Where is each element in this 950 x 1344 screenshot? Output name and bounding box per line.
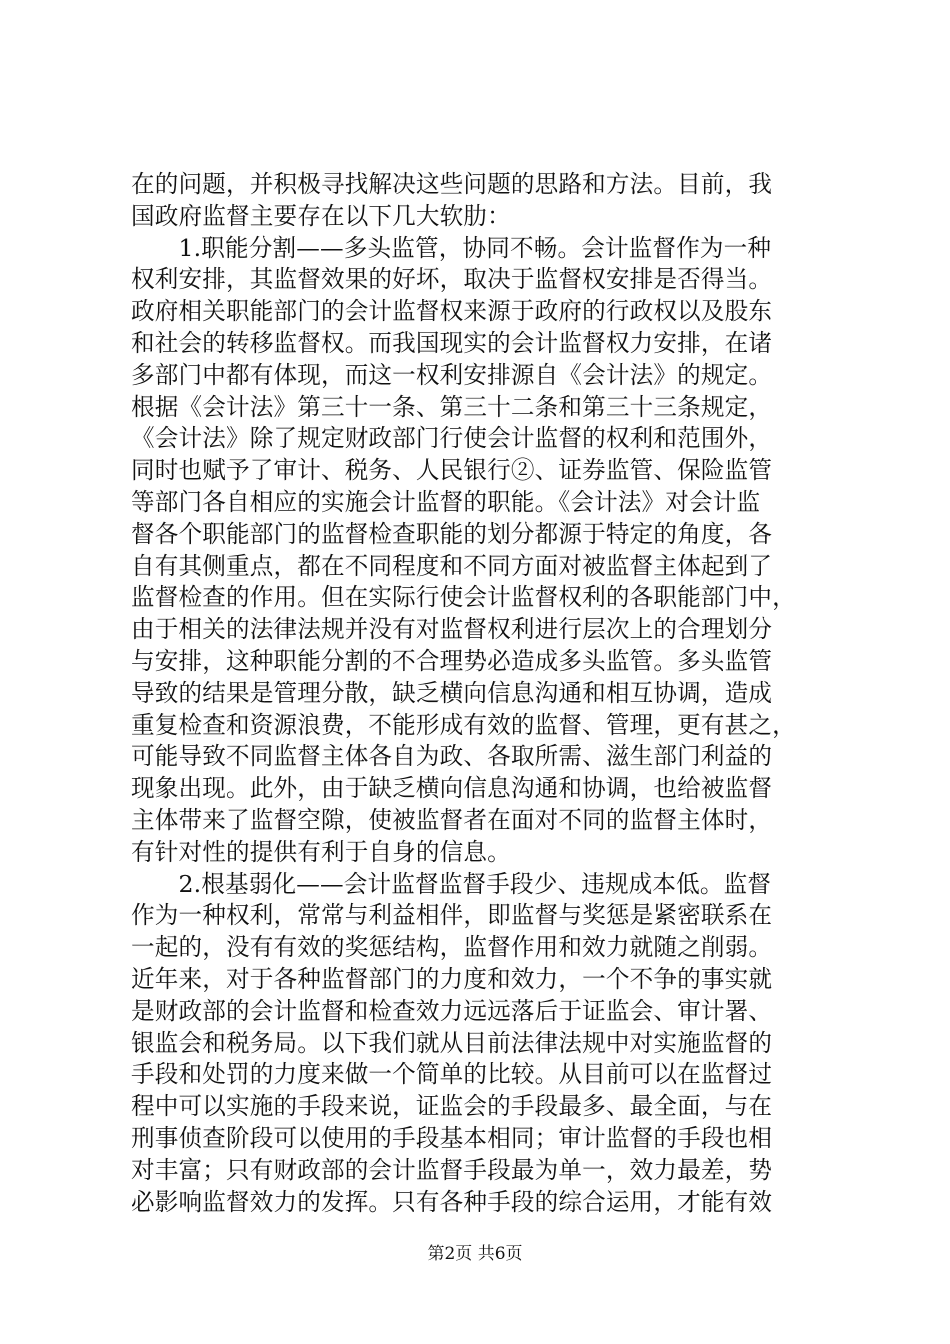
text-line: 同时也赋予了审计、税务、人民银行②、证券监管、保险监管: [131, 456, 773, 485]
text-line: 国政府监督主要存在以下几大软肋：: [131, 201, 511, 230]
text-line: 监督检查的作用。但在实际行使会计监督权利的各职能部门中，: [131, 583, 796, 612]
text-line: 在的问题，并积极寻找解决这些问题的思路和方法。目前，我: [131, 170, 773, 198]
text-line: 程中可以实施的手段来说，证监会的手段最多、最全面，与在: [131, 1092, 773, 1121]
text-line: 多部门中都有体现，而这一权利安排源自《会计法》的规定。: [131, 360, 773, 389]
text-line: 2.根基弱化——会计监督监督手段少、违规成本低。监督: [131, 869, 772, 898]
text-line: 主体带来了监督空隙，使被监督者在面对不同的监督主体时，: [131, 805, 773, 834]
text-line: 一起的，没有有效的奖惩结构，监督作用和效力就随之削弱。: [131, 933, 773, 962]
text-line: 督各个职能部门的监督检查职能的划分都源于特定的角度，各: [131, 519, 773, 548]
page-footer: [0, 1242, 950, 1266]
text-line: 政府相关职能部门的会计监督权来源于政府的行政权以及股东: [131, 297, 773, 326]
text-line: 对丰富；只有财政部的会计监督手段最为单一，效力最差，势: [131, 1155, 773, 1184]
text-line: 现象出现。此外，由于缺乏横向信息沟通和协调，也给被监督: [131, 774, 773, 803]
text-line: 作为一种权利，常常与利益相伴，即监督与奖惩是紧密联系在: [131, 901, 773, 930]
text-line: 刑事侦查阶段可以使用的手段基本相同；审计监督的手段也相: [131, 1123, 773, 1152]
text-line: 必影响监督效力的发挥。只有各种手段的综合运用，才能有效: [131, 1187, 773, 1216]
text-line: 有针对性的提供有利于自身的信息。: [131, 837, 511, 866]
text-line: 重复检查和资源浪费，不能形成有效的监督、管理，更有甚之，: [131, 710, 796, 739]
text-line: 银监会和税务局。以下我们就从目前法律法规中对实施监督的: [131, 1028, 773, 1057]
page-number: 第2页 共6页: [427, 1244, 523, 1264]
text-line: 权利安排，其监督效果的好坏，取决于监督权安排是否得当。: [131, 265, 773, 294]
text-line: 1.职能分割——多头监管，协同不畅。会计监督作为一种: [131, 233, 772, 262]
text-line: 近年来，对于各种监督部门的力度和效力，一个不争的事实就: [131, 964, 773, 993]
text-line: 和社会的转移监督权。而我国现实的会计监督权力安排，在诸: [131, 328, 773, 357]
text-line: 根据《会计法》第三十一条、第三十二条和第三十三条规定，: [131, 392, 773, 421]
text-line: 《会计法》除了规定财政部门行使会计监督的权利和范围外，: [131, 424, 773, 453]
text-line: 等部门各自相应的实施会计监督的职能。《会计法》对会计监: [131, 487, 761, 516]
text-line: 可能导致不同监督主体各自为政、各取所需、滋生部门利益的: [131, 742, 773, 771]
text-line: 导致的结果是管理分散，缺乏横向信息沟通和相互协调，造成: [131, 678, 773, 707]
text-line: 自有其侧重点，都在不同程度和不同方面对被监督主体起到了: [131, 551, 773, 580]
body-text: [131, 169, 831, 1218]
text-line: 手段和处罚的力度来做一个简单的比较。从目前可以在监督过: [131, 1060, 773, 1089]
text-line: 由于相关的法律法规并没有对监督权利进行层次上的合理划分: [131, 615, 773, 644]
text-line: 是财政部的会计监督和检查效力远远落后于证监会、审计署、: [131, 996, 773, 1025]
text-line: 与安排，这种职能分割的不合理势必造成多头监管。多头监管: [131, 646, 773, 675]
